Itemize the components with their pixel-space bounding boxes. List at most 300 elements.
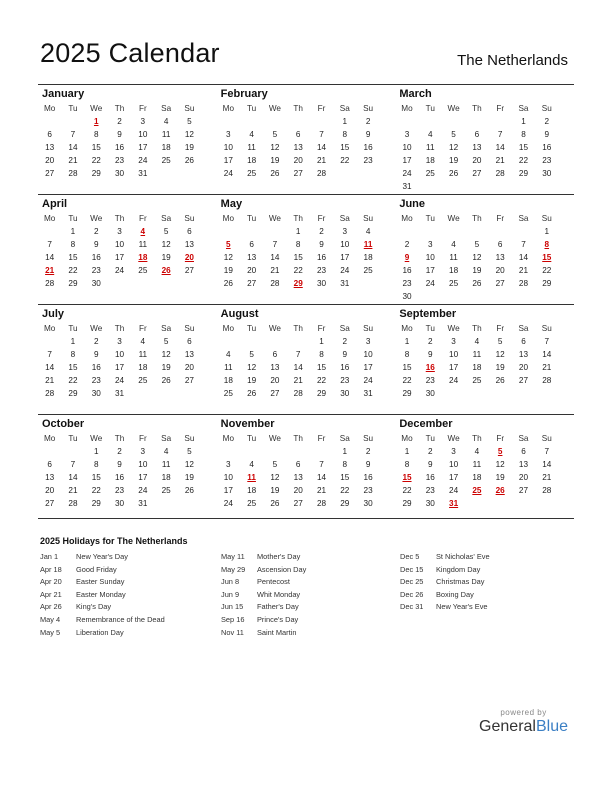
- week-row: [395, 445, 574, 458]
- day-cell: 15: [91, 143, 101, 152]
- day-cell: 2: [319, 227, 324, 236]
- holiday-day-cell: 1: [93, 117, 99, 126]
- weekday-label: Th: [472, 214, 482, 223]
- day-cell: 23: [363, 156, 373, 165]
- day-cell: 16: [340, 363, 350, 372]
- week-row: [38, 277, 217, 290]
- weekday-label: Tu: [425, 324, 435, 333]
- week-row: [395, 225, 574, 238]
- day-cell: 19: [161, 253, 171, 262]
- holiday-name: King's Day: [76, 602, 112, 612]
- day-cell: 21: [270, 266, 280, 275]
- day-cell: 31: [363, 389, 373, 398]
- holiday-name: Easter Sunday: [76, 577, 125, 587]
- day-cell: 8: [295, 240, 301, 249]
- day-cell: 15: [316, 363, 327, 372]
- day-cell: 16: [316, 253, 327, 262]
- empty-day-cell: [38, 445, 61, 458]
- holiday-list-item: [400, 552, 580, 565]
- day-cell: 8: [319, 350, 324, 359]
- holiday-date: Dec 5: [400, 552, 420, 561]
- weekday-label: Sa: [518, 324, 529, 333]
- holiday-list-item: [221, 602, 401, 615]
- day-cell: 5: [187, 447, 192, 456]
- day-cell: 29: [68, 279, 78, 288]
- day-cell: 5: [451, 130, 456, 139]
- day-cell: 19: [270, 156, 280, 165]
- week-row: [395, 141, 574, 154]
- day-cell: 3: [404, 130, 410, 139]
- day-cell: 30: [340, 389, 350, 398]
- day-cell: 28: [316, 499, 327, 508]
- day-cell: 12: [495, 350, 505, 359]
- day-cell: 7: [544, 337, 550, 346]
- holiday-day-cell: 11: [247, 473, 256, 482]
- weekday-label: Su: [184, 434, 195, 443]
- day-cell: 6: [474, 130, 480, 139]
- weekday-label: Su: [184, 214, 195, 223]
- day-cell: 14: [316, 143, 327, 152]
- weekday-header: [217, 432, 396, 445]
- day-cell: 9: [93, 240, 99, 249]
- day-cell: 16: [425, 473, 435, 482]
- week-row: [217, 251, 396, 264]
- day-cell: 15: [91, 473, 101, 482]
- day-cell: 27: [518, 376, 529, 385]
- calendar-title: 2025 Calendar: [40, 38, 220, 68]
- day-cell: 24: [363, 376, 373, 385]
- day-cell: 26: [184, 486, 194, 495]
- empty-day-cell: [61, 445, 84, 458]
- weekday-label: Su: [363, 214, 374, 223]
- day-cell: 30: [91, 389, 101, 398]
- day-cell: 29: [91, 169, 101, 178]
- month-name: July: [42, 308, 65, 320]
- day-cell: 5: [187, 117, 192, 126]
- day-cell: 27: [495, 279, 505, 288]
- day-cell: 24: [114, 266, 125, 275]
- holiday-date: Apr 26: [40, 602, 62, 612]
- day-cell: 19: [449, 156, 459, 165]
- weekday-label: Sa: [339, 434, 350, 443]
- day-cell: 17: [114, 253, 125, 262]
- holiday-date: Dec 31: [400, 602, 424, 612]
- weekday-label: Th: [114, 214, 125, 223]
- week-row: [217, 387, 396, 400]
- empty-day-cell: [512, 225, 535, 238]
- weekday-label: Th: [114, 434, 125, 443]
- day-cell: 28: [293, 389, 303, 398]
- day-cell: 7: [521, 240, 526, 249]
- holiday-day-cell: 25: [472, 486, 482, 495]
- day-cell: 11: [161, 130, 171, 139]
- branding: [479, 708, 568, 736]
- weekday-header: [217, 102, 396, 115]
- day-cell: 14: [45, 253, 55, 262]
- day-cell: 17: [449, 473, 459, 482]
- week-row: [217, 225, 396, 238]
- day-cell: 18: [472, 473, 482, 482]
- day-cell: 20: [45, 486, 55, 495]
- day-cell: 1: [295, 227, 301, 236]
- day-cell: 17: [340, 253, 350, 262]
- day-cell: 5: [272, 460, 278, 469]
- day-cell: 14: [68, 473, 78, 482]
- week-row: [217, 115, 396, 128]
- holiday-date: May 4: [40, 614, 61, 624]
- day-cell: 26: [472, 279, 482, 288]
- day-cell: 2: [117, 447, 122, 456]
- day-cell: 21: [68, 486, 78, 495]
- day-cell: 27: [293, 169, 303, 178]
- weekday-label: We: [90, 434, 103, 443]
- weekday-label: Tu: [246, 104, 257, 113]
- month-name: November: [220, 418, 275, 430]
- day-cell: 4: [140, 337, 146, 346]
- week-row: [217, 335, 396, 348]
- day-cell: 15: [340, 143, 350, 152]
- day-cell: 17: [138, 473, 148, 482]
- weekday-label: Sa: [161, 434, 172, 443]
- day-cell: 14: [542, 350, 552, 359]
- day-cell: 28: [45, 389, 55, 398]
- day-cell: 26: [270, 499, 280, 508]
- holiday-day-cell: 5: [497, 447, 503, 456]
- day-cell: 14: [45, 363, 55, 372]
- day-cell: 27: [184, 266, 194, 275]
- day-cell: 7: [272, 240, 278, 249]
- empty-day-cell: [217, 335, 240, 348]
- week-row: [38, 225, 217, 238]
- empty-day-cell: [38, 115, 61, 128]
- week-row: [217, 167, 396, 180]
- month-april: [38, 195, 217, 304]
- day-cell: 11: [138, 350, 148, 359]
- holiday-name: Kingdom Day: [436, 564, 481, 574]
- day-cell: 10: [114, 350, 125, 359]
- weekday-label: Th: [472, 104, 482, 113]
- day-cell: 16: [363, 143, 373, 152]
- day-cell: 26: [270, 169, 280, 178]
- day-cell: 28: [68, 169, 78, 178]
- day-cell: 9: [117, 460, 122, 469]
- weekday-label: Su: [541, 214, 552, 223]
- holiday-name: New Year's Day: [76, 552, 128, 561]
- day-cell: 31: [340, 279, 350, 288]
- holiday-name: St Nicholas' Eve: [436, 552, 490, 561]
- calendar-grid: [38, 84, 574, 519]
- holiday-date: Dec 25: [400, 577, 424, 587]
- weekday-label: Mo: [43, 104, 56, 113]
- day-cell: 18: [363, 253, 373, 262]
- weekday-label: Su: [541, 104, 552, 113]
- day-cell: 21: [316, 156, 327, 165]
- day-cell: 5: [163, 227, 169, 236]
- empty-day-cell: [442, 115, 465, 128]
- empty-day-cell: [489, 115, 512, 128]
- holiday-list-item: [221, 577, 401, 590]
- day-cell: 31: [138, 499, 148, 508]
- holiday-day-cell: 15: [402, 473, 412, 482]
- empty-day-cell: [38, 335, 61, 348]
- week-row: [38, 374, 217, 387]
- month-name: February: [220, 88, 268, 100]
- day-cell: 13: [184, 350, 194, 359]
- day-cell: 10: [223, 473, 233, 482]
- weekday-label: Sa: [161, 104, 172, 113]
- day-cell: 4: [163, 447, 169, 456]
- holiday-list-item: [221, 590, 401, 603]
- day-cell: 18: [247, 486, 257, 495]
- weekday-label: Sa: [339, 214, 350, 223]
- holiday-day-cell: 16: [425, 363, 435, 372]
- weekday-label: Su: [541, 324, 552, 333]
- day-cell: 30: [316, 279, 327, 288]
- weekday-label: Fr: [317, 324, 326, 333]
- holiday-name: Remembrance of the Dead: [76, 614, 165, 624]
- holiday-name: Boxing Day: [436, 589, 474, 599]
- holiday-date: Apr 18: [40, 564, 62, 574]
- quarter-row: [38, 414, 574, 518]
- week-row: [395, 497, 574, 510]
- day-cell: 17: [425, 266, 435, 275]
- day-cell: 18: [161, 473, 171, 482]
- day-cell: 13: [45, 143, 55, 152]
- holiday-day-cell: 15: [542, 253, 552, 262]
- day-cell: 26: [449, 169, 459, 178]
- holiday-day-cell: 29: [293, 279, 303, 288]
- week-row: [217, 445, 396, 458]
- day-cell: 4: [163, 117, 169, 126]
- day-cell: 12: [223, 253, 233, 262]
- day-cell: 7: [497, 130, 503, 139]
- holiday-list-item: [221, 628, 401, 641]
- weekday-label: We: [447, 434, 460, 443]
- month-name: October: [42, 418, 85, 430]
- day-cell: 30: [91, 279, 101, 288]
- day-cell: 3: [365, 337, 371, 346]
- holiday-day-cell: 9: [404, 253, 410, 262]
- day-cell: 24: [138, 486, 148, 495]
- day-cell: 20: [45, 156, 55, 165]
- day-cell: 9: [319, 240, 324, 249]
- weekday-label: We: [447, 324, 460, 333]
- day-cell: 4: [249, 460, 254, 469]
- empty-day-cell: [287, 115, 310, 128]
- empty-day-cell: [395, 115, 418, 128]
- day-cell: 3: [117, 337, 122, 346]
- holiday-day-cell: 26: [495, 486, 505, 495]
- holiday-date: Dec 15: [400, 564, 424, 574]
- weekday-label: Su: [184, 324, 195, 333]
- weekday-label: Mo: [401, 104, 413, 113]
- week-row: [395, 361, 574, 374]
- day-cell: 23: [340, 376, 350, 385]
- weekday-label: Th: [293, 214, 303, 223]
- weekday-label: Su: [363, 434, 374, 443]
- day-cell: 24: [449, 486, 459, 495]
- weekday-label: Sa: [339, 104, 350, 113]
- day-cell: 19: [472, 266, 482, 275]
- day-cell: 25: [247, 499, 257, 508]
- week-row: [38, 141, 217, 154]
- day-cell: 5: [474, 240, 480, 249]
- day-cell: 18: [247, 156, 257, 165]
- holiday-name: Father's Day: [257, 602, 299, 612]
- week-row: [395, 115, 574, 128]
- weekday-label: Tu: [68, 434, 78, 443]
- day-cell: 7: [544, 447, 550, 456]
- weekday-label: Sa: [161, 324, 172, 333]
- weekday-label: Mo: [401, 324, 413, 333]
- weekday-label: Tu: [425, 434, 435, 443]
- empty-day-cell: [442, 225, 465, 238]
- holiday-list-item: [40, 615, 220, 628]
- day-cell: 3: [226, 130, 231, 139]
- day-cell: 8: [342, 460, 348, 469]
- day-cell: 13: [45, 473, 55, 482]
- day-cell: 13: [518, 350, 529, 359]
- day-cell: 25: [472, 376, 482, 385]
- day-cell: 30: [425, 389, 435, 398]
- weekday-label: Su: [363, 324, 374, 333]
- holiday-date: Nov 11: [221, 627, 244, 637]
- week-row: [217, 238, 396, 251]
- weekday-header: [38, 322, 217, 335]
- day-cell: 27: [518, 486, 529, 495]
- day-cell: 28: [68, 499, 78, 508]
- weekday-label: Th: [472, 434, 482, 443]
- day-cell: 10: [340, 240, 350, 249]
- day-cell: 1: [342, 117, 348, 126]
- day-cell: 3: [451, 447, 456, 456]
- week-row: [38, 348, 217, 361]
- day-cell: 27: [247, 279, 257, 288]
- day-cell: 6: [497, 240, 503, 249]
- month-january: [38, 85, 217, 194]
- weekday-label: Sa: [518, 104, 529, 113]
- day-cell: 1: [319, 337, 324, 346]
- holiday-name: Saint Martin: [257, 627, 297, 637]
- day-cell: 25: [247, 169, 257, 178]
- weekday-label: Fr: [496, 324, 505, 333]
- day-cell: 14: [542, 460, 552, 469]
- week-row: [217, 277, 396, 290]
- weekday-label: We: [90, 214, 103, 223]
- week-row: [38, 497, 217, 510]
- weekday-label: Fr: [317, 214, 326, 223]
- day-cell: 3: [451, 337, 456, 346]
- quarter-row: [38, 194, 574, 304]
- weekday-label: Mo: [222, 104, 234, 113]
- day-cell: 12: [161, 350, 171, 359]
- day-cell: 8: [70, 240, 76, 249]
- day-cell: 25: [161, 486, 171, 495]
- day-cell: 2: [117, 117, 122, 126]
- day-cell: 6: [249, 240, 254, 249]
- weekday-label: Tu: [425, 104, 435, 113]
- day-cell: 2: [428, 447, 433, 456]
- day-cell: 1: [404, 337, 410, 346]
- holiday-date: May 11: [221, 552, 245, 561]
- day-cell: 7: [295, 350, 301, 359]
- calendar-bottom-rule: [38, 518, 574, 519]
- empty-day-cell: [310, 445, 333, 458]
- day-cell: 15: [402, 363, 412, 372]
- day-cell: 12: [270, 143, 280, 152]
- day-cell: 9: [342, 350, 348, 359]
- weekday-label: Mo: [222, 324, 234, 333]
- weekday-label: Tu: [68, 214, 78, 223]
- holiday-list-item: [40, 590, 220, 603]
- holiday-name: Prince's Day: [257, 614, 299, 624]
- day-cell: 30: [114, 499, 125, 508]
- day-cell: 8: [404, 460, 410, 469]
- holiday-date: May 29: [221, 564, 246, 574]
- weekday-header: [395, 432, 574, 445]
- week-row: [395, 471, 574, 484]
- day-cell: 8: [70, 350, 76, 359]
- day-cell: 3: [428, 240, 433, 249]
- day-cell: 22: [91, 486, 101, 495]
- holiday-date: Jan 1: [40, 552, 59, 561]
- holiday-list-item: [221, 565, 401, 578]
- empty-day-cell: [395, 225, 418, 238]
- month-may: [217, 195, 396, 304]
- day-cell: 24: [223, 499, 233, 508]
- day-cell: 5: [163, 337, 169, 346]
- day-cell: 22: [68, 266, 78, 275]
- day-cell: 12: [184, 460, 194, 469]
- day-cell: 24: [402, 169, 412, 178]
- day-cell: 7: [47, 240, 52, 249]
- holidays-title: 2025 Holidays for The Netherlands: [40, 536, 188, 546]
- holiday-list-item: [40, 577, 220, 590]
- day-cell: 29: [340, 499, 350, 508]
- weekday-label: Fr: [138, 214, 147, 223]
- empty-day-cell: [240, 445, 263, 458]
- day-cell: 13: [247, 253, 257, 262]
- holiday-name: Good Friday: [76, 564, 117, 574]
- month-september: [395, 305, 574, 414]
- day-cell: 1: [544, 227, 550, 236]
- day-cell: 22: [316, 376, 327, 385]
- month-october: [38, 415, 217, 518]
- month-name: March: [399, 88, 432, 100]
- day-cell: 8: [342, 130, 348, 139]
- empty-day-cell: [287, 335, 310, 348]
- day-cell: 2: [404, 240, 410, 249]
- weekday-label: Fr: [496, 214, 505, 223]
- day-cell: 7: [70, 460, 76, 469]
- day-cell: 14: [518, 253, 529, 262]
- empty-day-cell: [263, 445, 286, 458]
- holiday-list-item: [400, 565, 580, 578]
- day-cell: 26: [184, 156, 194, 165]
- empty-day-cell: [263, 115, 286, 128]
- empty-day-cell: [310, 115, 333, 128]
- day-cell: 2: [342, 337, 348, 346]
- empty-day-cell: [240, 115, 263, 128]
- empty-day-cell: [489, 225, 512, 238]
- day-cell: 4: [249, 130, 254, 139]
- day-cell: 1: [342, 447, 348, 456]
- month-name: January: [42, 88, 85, 100]
- day-cell: 20: [472, 156, 482, 165]
- day-cell: 4: [451, 240, 456, 249]
- day-cell: 20: [293, 486, 303, 495]
- week-row: [395, 484, 574, 497]
